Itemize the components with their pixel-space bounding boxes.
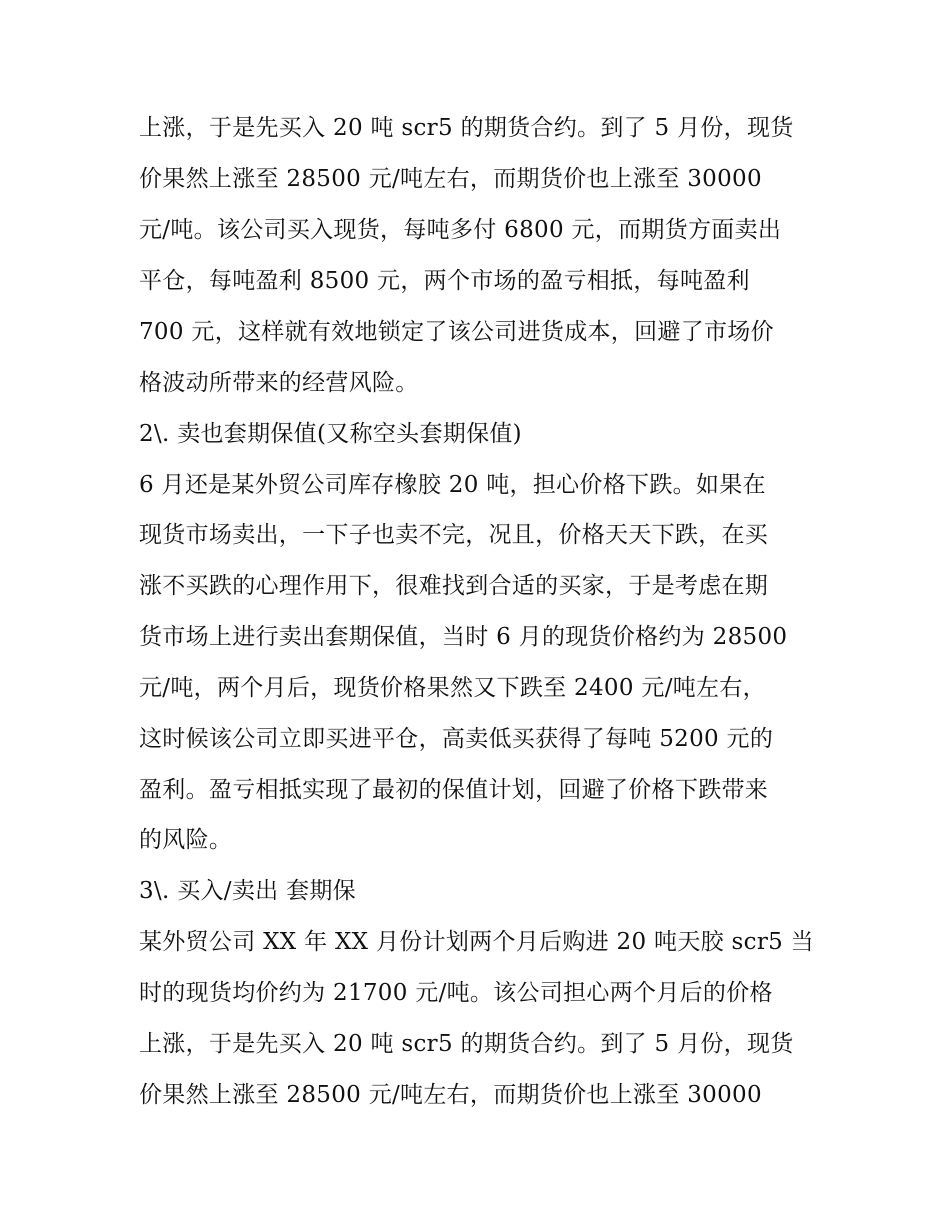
text-line: 盈利。盈亏相抵实现了最初的保值计划，回避了价格下跌带来 [139, 777, 769, 803]
text-line: 货市场上进行卖出套期保值，当时 6 月的现货价格约为 28500 [139, 624, 788, 650]
text-line: 元/吨，两个月后，现货价格果然又下跌至 2400 元/吨左右， [139, 675, 766, 701]
section-heading: 2\. 卖也套期保值(又称空头套期保值) [139, 421, 522, 447]
text-line: 现货市场卖出，一下子也卖不完，况且，价格天天下跌，在买 [139, 522, 769, 548]
text-line: 时的现货均价约为 21700 元/吨。该公司担心两个月后的价格 [139, 980, 773, 1006]
text-line: 平仓，每吨盈利 8500 元，两个市场的盈亏相抵，每吨盈利 [139, 268, 750, 294]
text-line: 6 月还是某外贸公司库存橡胶 20 吨，担心价格下跌。如果在 [139, 472, 766, 498]
text-line: 某外贸公司 XX 年 XX 月份计划两个月后购进 20 吨天胶 scr5 当 [139, 929, 814, 955]
text-line: 价果然上涨至 28500 元/吨左右，而期货价也上涨至 30000 [139, 1082, 762, 1108]
section-heading: 3\. 买入/卖出 套期保 [139, 878, 356, 904]
text-line: 的风险。 [139, 827, 233, 853]
text-line: 涨不买跌的心理作用下，很难找到合适的买家，于是考虑在期 [139, 573, 769, 599]
text-line: 这时候该公司立即买进平仓，高卖低买获得了每吨 5200 元的 [139, 726, 774, 752]
text-line: 700 元，这样就有效地锁定了该公司进货成本，回避了市场价 [139, 319, 774, 345]
text-line: 格波动所带来的经营风险。 [139, 370, 419, 396]
text-line: 价果然上涨至 28500 元/吨左右，而期货价也上涨至 30000 [139, 166, 762, 192]
text-line: 上涨，于是先买入 20 吨 scr5 的期货合约。到了 5 月份，现货 [139, 115, 794, 141]
text-line: 上涨，于是先买入 20 吨 scr5 的期货合约。到了 5 月份，现货 [139, 1031, 794, 1057]
text-line: 元/吨。该公司买入现货，每吨多付 6800 元，而期货方面卖出 [139, 217, 782, 243]
